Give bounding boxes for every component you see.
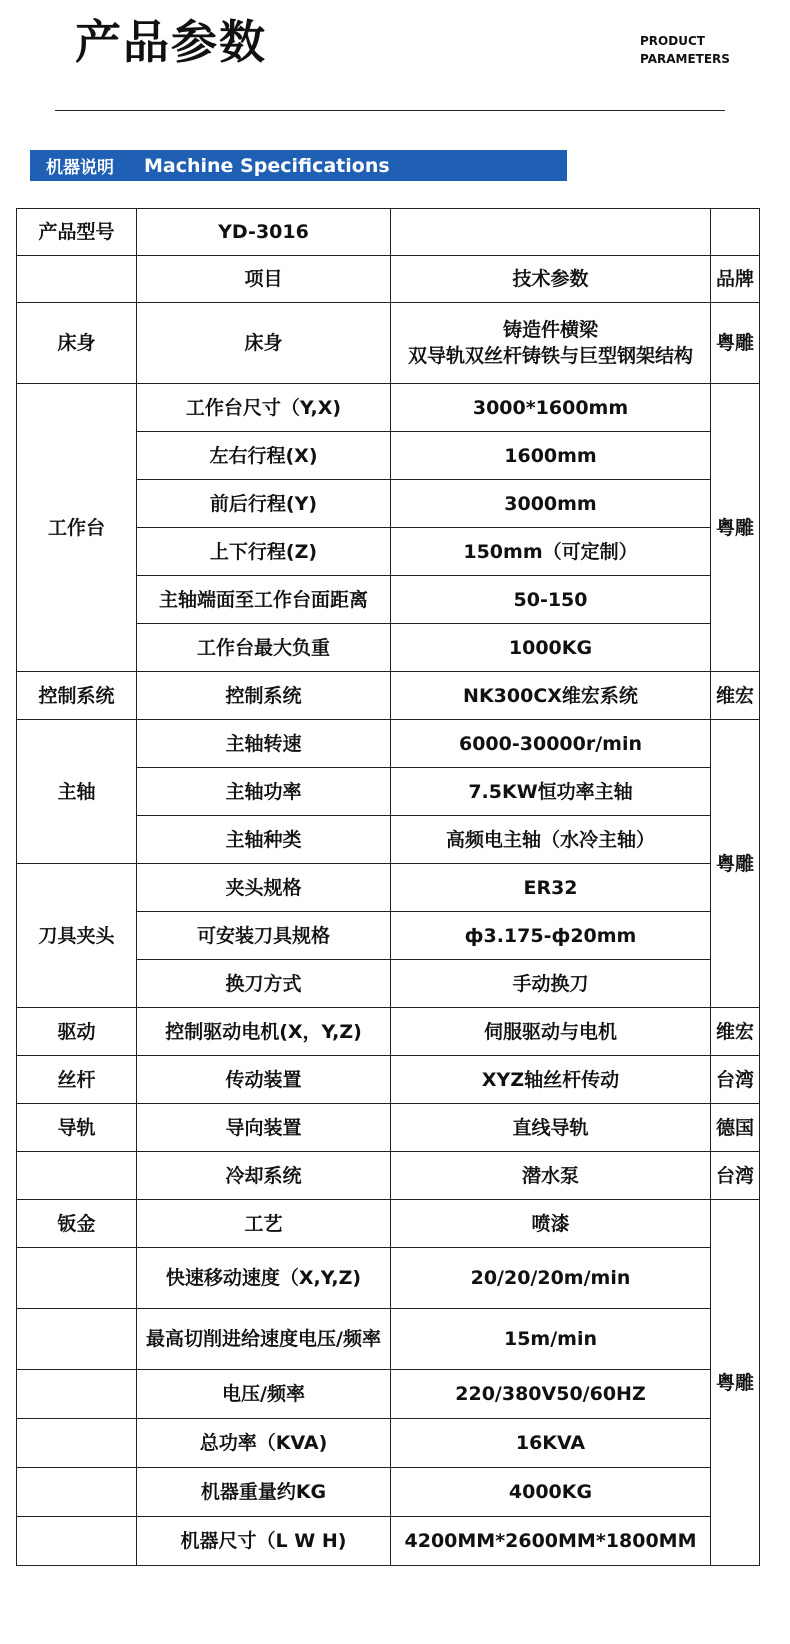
group-rail: 导轨 — [17, 1104, 137, 1152]
spec-table — [16, 208, 760, 1566]
empty-cell — [17, 1248, 137, 1309]
value-cell: 潜水泵 — [391, 1152, 711, 1200]
value-cell: 6000-30000r/min — [391, 720, 711, 768]
empty-cell — [17, 1309, 137, 1370]
brand-cell: 粤雕 — [711, 1200, 760, 1566]
item-cell: 前后行程(Y) — [137, 480, 391, 528]
value-cell: 7.5KW恒功率主轴 — [391, 768, 711, 816]
brand-cell: 台湾 — [711, 1056, 760, 1104]
table-row — [17, 1309, 760, 1370]
value-cell: 15m/min — [391, 1309, 711, 1370]
group-sheet: 钣金 — [17, 1200, 137, 1248]
section-header-bar — [30, 150, 567, 181]
header-param: 技术参数 — [391, 256, 711, 303]
value-cell — [391, 303, 711, 384]
brand-cell: 维宏 — [711, 672, 760, 720]
table-row — [17, 1419, 760, 1468]
table-row — [17, 1104, 760, 1152]
brand-cell: 粤雕 — [711, 384, 760, 672]
item-cell: 电压/频率 — [137, 1370, 391, 1419]
header-brand: 品牌 — [711, 256, 760, 303]
group-bed: 床身 — [17, 303, 137, 384]
value-cell: 喷漆 — [391, 1200, 711, 1248]
item-cell: 机器尺寸（L W H) — [137, 1517, 391, 1566]
table-header-row — [17, 256, 760, 303]
item-cell: 控制系统 — [137, 672, 391, 720]
brand-cell: 德国 — [711, 1104, 760, 1152]
item-cell: 夹头规格 — [137, 864, 391, 912]
value-cell: 220/380V50/60HZ — [391, 1370, 711, 1419]
empty-cell — [17, 1370, 137, 1419]
value-cell: 伺服驱动与电机 — [391, 1008, 711, 1056]
item-cell: 总功率（KVA) — [137, 1419, 391, 1468]
item-cell: 工作台尺寸（Y,X) — [137, 384, 391, 432]
value-cell: 高频电主轴（水冷主轴） — [391, 816, 711, 864]
table-row — [17, 720, 760, 768]
group-drive: 驱动 — [17, 1008, 137, 1056]
brand-cell: 维宏 — [711, 1008, 760, 1056]
table-row — [17, 1468, 760, 1517]
brand-cell: 台湾 — [711, 1152, 760, 1200]
item-cell: 可安装刀具规格 — [137, 912, 391, 960]
empty-cell — [711, 209, 760, 256]
empty-cell — [17, 1468, 137, 1517]
item-cell: 导向装置 — [137, 1104, 391, 1152]
item-cell: 工艺 — [137, 1200, 391, 1248]
value-cell: XYZ轴丝杆传动 — [391, 1056, 711, 1104]
group-spindle: 主轴 — [17, 720, 137, 864]
value-cell: 4200MM*2600MM*1800MM — [391, 1517, 711, 1566]
value-cell: 手动换刀 — [391, 960, 711, 1008]
page-title-english — [640, 32, 730, 68]
table-row — [17, 1517, 760, 1566]
item-cell: 机器重量约KG — [137, 1468, 391, 1517]
header-item: 项目 — [137, 256, 391, 303]
section-label-cn: 机器说明 — [46, 158, 114, 178]
page-title: 产品参数 — [75, 15, 267, 69]
group-worktable: 工作台 — [17, 384, 137, 672]
value-cell: 50-150 — [391, 576, 711, 624]
value-cell: 3000mm — [391, 480, 711, 528]
value-cell: 16KVA — [391, 1419, 711, 1468]
bed-line2: 双导轨双丝杆铸铁与巨型钢架结构 — [407, 345, 693, 367]
title-en-line1: PRODUCT — [640, 34, 705, 48]
value-cell: 150mm（可定制） — [391, 528, 711, 576]
section-label-en: Machine Specifications — [144, 154, 390, 177]
item-cell: 主轴端面至工作台面距离 — [137, 576, 391, 624]
bed-line1: 铸造件横梁 — [502, 319, 598, 341]
item-cell: 床身 — [137, 303, 391, 384]
item-cell: 最高切削进给速度电压/频率 — [137, 1309, 391, 1370]
table-row — [17, 1056, 760, 1104]
value-cell: 3000*1600mm — [391, 384, 711, 432]
model-label: 产品型号 — [17, 209, 137, 256]
group-screw: 丝杆 — [17, 1056, 137, 1104]
item-cell: 换刀方式 — [137, 960, 391, 1008]
empty-cell — [17, 256, 137, 303]
table-row — [17, 384, 760, 432]
table-row — [17, 303, 760, 384]
value-cell: 直线导轨 — [391, 1104, 711, 1152]
value-cell: ф3.175-ф20mm — [391, 912, 711, 960]
value-cell: 1000KG — [391, 624, 711, 672]
model-value: YD-3016 — [137, 209, 391, 256]
table-row — [17, 672, 760, 720]
item-cell: 冷却系统 — [137, 1152, 391, 1200]
item-cell: 传动装置 — [137, 1056, 391, 1104]
value-cell: 1600mm — [391, 432, 711, 480]
table-row — [17, 1008, 760, 1056]
title-en-line2: PARAMETERS — [640, 52, 730, 66]
item-cell: 主轴功率 — [137, 768, 391, 816]
empty-cell — [17, 1152, 137, 1200]
empty-cell — [17, 1419, 137, 1468]
table-row — [17, 1248, 760, 1309]
brand-cell: 粤雕 — [711, 720, 760, 1008]
table-row — [17, 864, 760, 912]
group-control: 控制系统 — [17, 672, 137, 720]
value-cell: 20/20/20m/min — [391, 1248, 711, 1309]
table-row — [17, 209, 760, 256]
table-row — [17, 1370, 760, 1419]
table-row — [17, 1200, 760, 1248]
item-cell: 快速移动速度（X,Y,Z) — [137, 1248, 391, 1309]
empty-cell — [391, 209, 711, 256]
title-divider — [55, 110, 725, 111]
item-cell: 工作台最大负重 — [137, 624, 391, 672]
group-chuck: 刀具夹头 — [17, 864, 137, 1008]
item-cell: 控制驱动电机(X，Y,Z) — [137, 1008, 391, 1056]
item-cell: 主轴种类 — [137, 816, 391, 864]
item-cell: 主轴转速 — [137, 720, 391, 768]
empty-cell — [17, 1517, 137, 1566]
brand-cell: 粤雕 — [711, 303, 760, 384]
value-cell: ER32 — [391, 864, 711, 912]
value-cell: NK300CX维宏系统 — [391, 672, 711, 720]
item-cell: 左右行程(X) — [137, 432, 391, 480]
table-row — [17, 1152, 760, 1200]
item-cell: 上下行程(Z) — [137, 528, 391, 576]
value-cell: 4000KG — [391, 1468, 711, 1517]
